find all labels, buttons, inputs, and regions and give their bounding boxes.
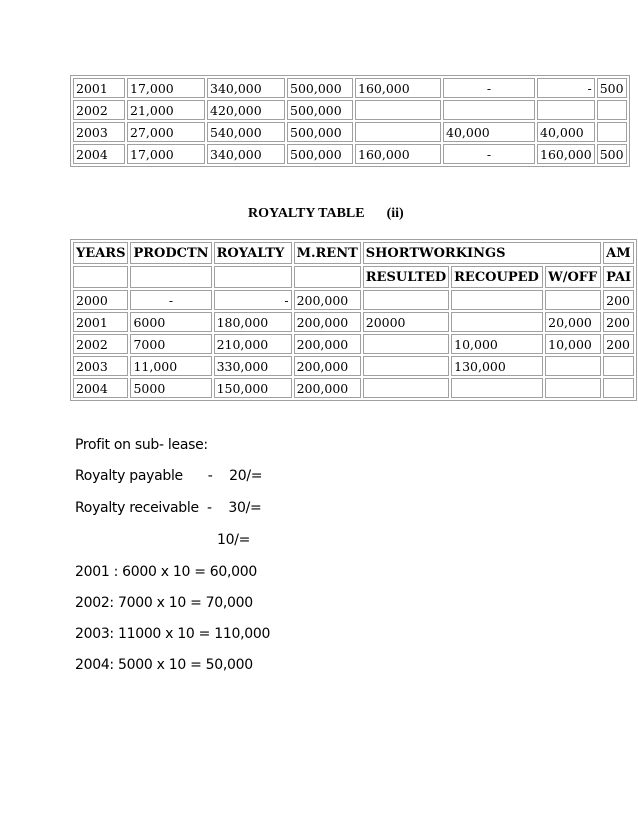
header-minimum-rent: M.RENT xyxy=(294,242,361,264)
table-cell: 500 xyxy=(597,144,627,164)
table-cell: 200 xyxy=(603,290,634,310)
table-cell: 40,000 xyxy=(537,122,595,142)
table-cell: 210,000 xyxy=(214,334,292,354)
table-cell: 10,000 xyxy=(451,334,543,354)
table-cell xyxy=(603,356,634,376)
subheader-empty xyxy=(294,266,361,288)
table-cell: 200,000 xyxy=(294,312,361,332)
table-cell: 160,000 xyxy=(537,144,595,164)
table-cell xyxy=(363,290,449,310)
royalty-receivable-line: Royalty receivable - 30/= xyxy=(75,500,262,516)
table-cell xyxy=(603,378,634,398)
table-cell: - xyxy=(443,144,535,164)
royalty-table xyxy=(70,239,637,401)
table-cell: - xyxy=(443,78,535,98)
header-production: PRODCTN xyxy=(130,242,211,264)
calc-line: 2004: 5000 x 10 = 50,000 xyxy=(75,657,253,673)
table-cell: 17,000 xyxy=(127,78,205,98)
table-row xyxy=(73,290,634,310)
table-cell: 6000 xyxy=(130,312,211,332)
table-cell: 200 xyxy=(603,334,634,354)
table-cell: 200,000 xyxy=(294,356,361,376)
table-cell: 160,000 xyxy=(355,78,441,98)
subheader-written-off: W/OFF xyxy=(545,266,601,288)
header-years: YEARS xyxy=(73,242,128,264)
table-cell: 500,000 xyxy=(287,100,353,120)
table-cell: 20,000 xyxy=(545,312,601,332)
table-cell xyxy=(363,378,449,398)
table-cell: 500,000 xyxy=(287,144,353,164)
table-cell: 2002 xyxy=(73,334,128,354)
table-cell: 2003 xyxy=(73,356,128,376)
table-cell: 17,000 xyxy=(127,144,205,164)
table-row xyxy=(73,334,634,354)
notes-heading: Profit on sub- lease: xyxy=(75,437,208,453)
subheader-empty xyxy=(214,266,292,288)
table-cell xyxy=(597,100,627,120)
table-cell: 2001 xyxy=(73,312,128,332)
table-cell: 500,000 xyxy=(287,122,353,142)
continued-royalty-table xyxy=(70,75,630,167)
table-cell xyxy=(545,290,601,310)
table-cell xyxy=(443,100,535,120)
header-shortworkings: SHORTWORKINGS xyxy=(363,242,601,264)
table-cell: 340,000 xyxy=(207,144,285,164)
table-cell: 2002 xyxy=(73,100,125,120)
table-row xyxy=(73,378,634,398)
table-row xyxy=(73,78,627,98)
table-row xyxy=(73,356,634,376)
calc-line: 2002: 7000 x 10 = 70,000 xyxy=(75,595,253,611)
table-cell: 5000 xyxy=(130,378,211,398)
table-cell: 500 xyxy=(597,78,627,98)
table-cell xyxy=(545,378,601,398)
header-amount: AM xyxy=(603,242,634,264)
table-cell: - xyxy=(537,78,595,98)
difference-line: 10/= xyxy=(217,532,251,548)
table-cell: 2004 xyxy=(73,378,128,398)
table-cell: 7000 xyxy=(130,334,211,354)
table-cell: 2003 xyxy=(73,122,125,142)
table-cell xyxy=(355,100,441,120)
table-cell: - xyxy=(130,290,211,310)
table-cell: 340,000 xyxy=(207,78,285,98)
table-cell xyxy=(545,356,601,376)
table-cell: 2000 xyxy=(73,290,128,310)
table-cell: 2004 xyxy=(73,144,125,164)
table-cell: 330,000 xyxy=(214,356,292,376)
calc-line: 2001 : 6000 x 10 = 60,000 xyxy=(75,564,257,580)
table-cell: 130,000 xyxy=(451,356,543,376)
table-cell: 11,000 xyxy=(130,356,211,376)
table-row xyxy=(73,100,627,120)
table-cell: 200,000 xyxy=(294,334,361,354)
royalty-table-subheader-row xyxy=(73,266,634,288)
royalty-table-title-text: ROYALTY TABLE xyxy=(248,206,365,221)
royalty-table-title xyxy=(248,206,404,222)
table-cell xyxy=(537,100,595,120)
table-cell: 200,000 xyxy=(294,290,361,310)
table-cell xyxy=(451,290,543,310)
table-cell: 200,000 xyxy=(294,378,361,398)
table-cell: 27,000 xyxy=(127,122,205,142)
table-cell: 500,000 xyxy=(287,78,353,98)
table-cell xyxy=(451,312,543,332)
royalty-payable-line: Royalty payable - 20/= xyxy=(75,468,263,484)
header-royalty: ROYALTY xyxy=(214,242,292,264)
table-row xyxy=(73,312,634,332)
table-cell xyxy=(451,378,543,398)
table-cell: 2001 xyxy=(73,78,125,98)
table-row xyxy=(73,122,627,142)
subheader-recouped: RECOUPED xyxy=(451,266,543,288)
table-cell: 150,000 xyxy=(214,378,292,398)
table-cell: 420,000 xyxy=(207,100,285,120)
calc-line: 2003: 11000 x 10 = 110,000 xyxy=(75,626,271,642)
royalty-table-suffix: (ii) xyxy=(386,206,404,221)
royalty-table-header-row xyxy=(73,242,634,264)
table-cell: 21,000 xyxy=(127,100,205,120)
table-cell: 160,000 xyxy=(355,144,441,164)
subheader-paid: PAI xyxy=(603,266,634,288)
table-cell: 10,000 xyxy=(545,334,601,354)
table-cell xyxy=(355,122,441,142)
table-cell: 180,000 xyxy=(214,312,292,332)
subheader-empty xyxy=(73,266,128,288)
table-cell: 540,000 xyxy=(207,122,285,142)
subheader-empty xyxy=(130,266,211,288)
table-cell xyxy=(363,334,449,354)
table-cell: 40,000 xyxy=(443,122,535,142)
table-cell xyxy=(363,356,449,376)
table-cell xyxy=(597,122,627,142)
table-cell: 20000 xyxy=(363,312,449,332)
table-cell: - xyxy=(214,290,292,310)
table-cell: 200 xyxy=(603,312,634,332)
subheader-resulted: RESULTED xyxy=(363,266,449,288)
table-row xyxy=(73,144,627,164)
